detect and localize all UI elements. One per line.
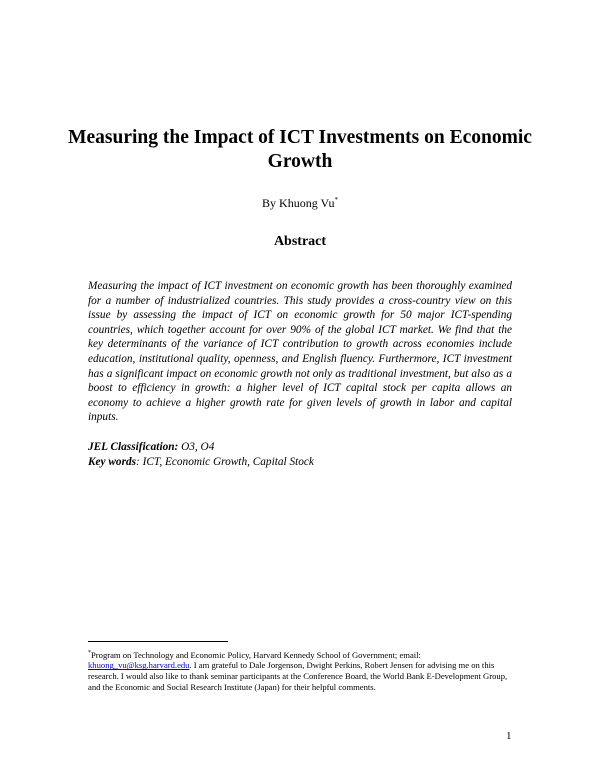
keywords-line [88,455,512,470]
jel-label: JEL Classification: [88,441,179,453]
page-number: 1 [506,730,512,742]
jel-line [88,440,512,455]
footnote-text-after: . I am grateful to Dale Jorgenson, Dwight Perkins, Robert Jensen for advising me on this research. I would also like to thank seminar participants at the Conference Board, the World Bank E-Development Group, and the Economic and Social Research Institute (Japan) for their helpful comments. [88,660,508,692]
footnote-text-before: Program on Technology and Economic Policy, Harvard Kennedy School of Government; email: [91,649,421,660]
paper-title: Measuring the Impact of ICT Investments on Economic Growth [68,127,532,172]
keywords-value: : ICT, Economic Growth, Capital Stock [136,455,314,468]
footnote [88,648,520,692]
keywords-label: Key words [88,455,137,468]
footnote-mark: * [88,650,91,656]
classification-block [88,440,512,469]
abstract-body: Measuring the impact of ICT investment on economic growth has been thoroughly examined for a number of industrialized countries. This study provides a cross-country view on this issue by assessing the impact of ICT on economic growth for 50 major ICT-spending countries, which together account for over 90% of the global ICT market. We find that the key determinants of the variance of ICT contribution to growth across economies include education, institutional quality, openness, and English fluency. Furthermore, ICT investment has a significant impact on economic growth not only as traditional investment, but also as a boost to efficiency in growth: a higher level of ICT capital stock per capita allows an economy to achieve a higher growth rate for given levels of growth in labor and capital inputs. [88,280,512,424]
author-footnote-mark: * [334,196,338,204]
jel-value: O3, O4 [178,441,215,453]
author-line [0,196,600,211]
footnote-divider [88,641,228,642]
abstract-heading: Abstract [273,234,327,249]
author-name: By Khuong Vu [262,196,335,210]
footnote-email-link[interactable]: khuong_vu@ksg.harvard.edu [88,660,190,671]
